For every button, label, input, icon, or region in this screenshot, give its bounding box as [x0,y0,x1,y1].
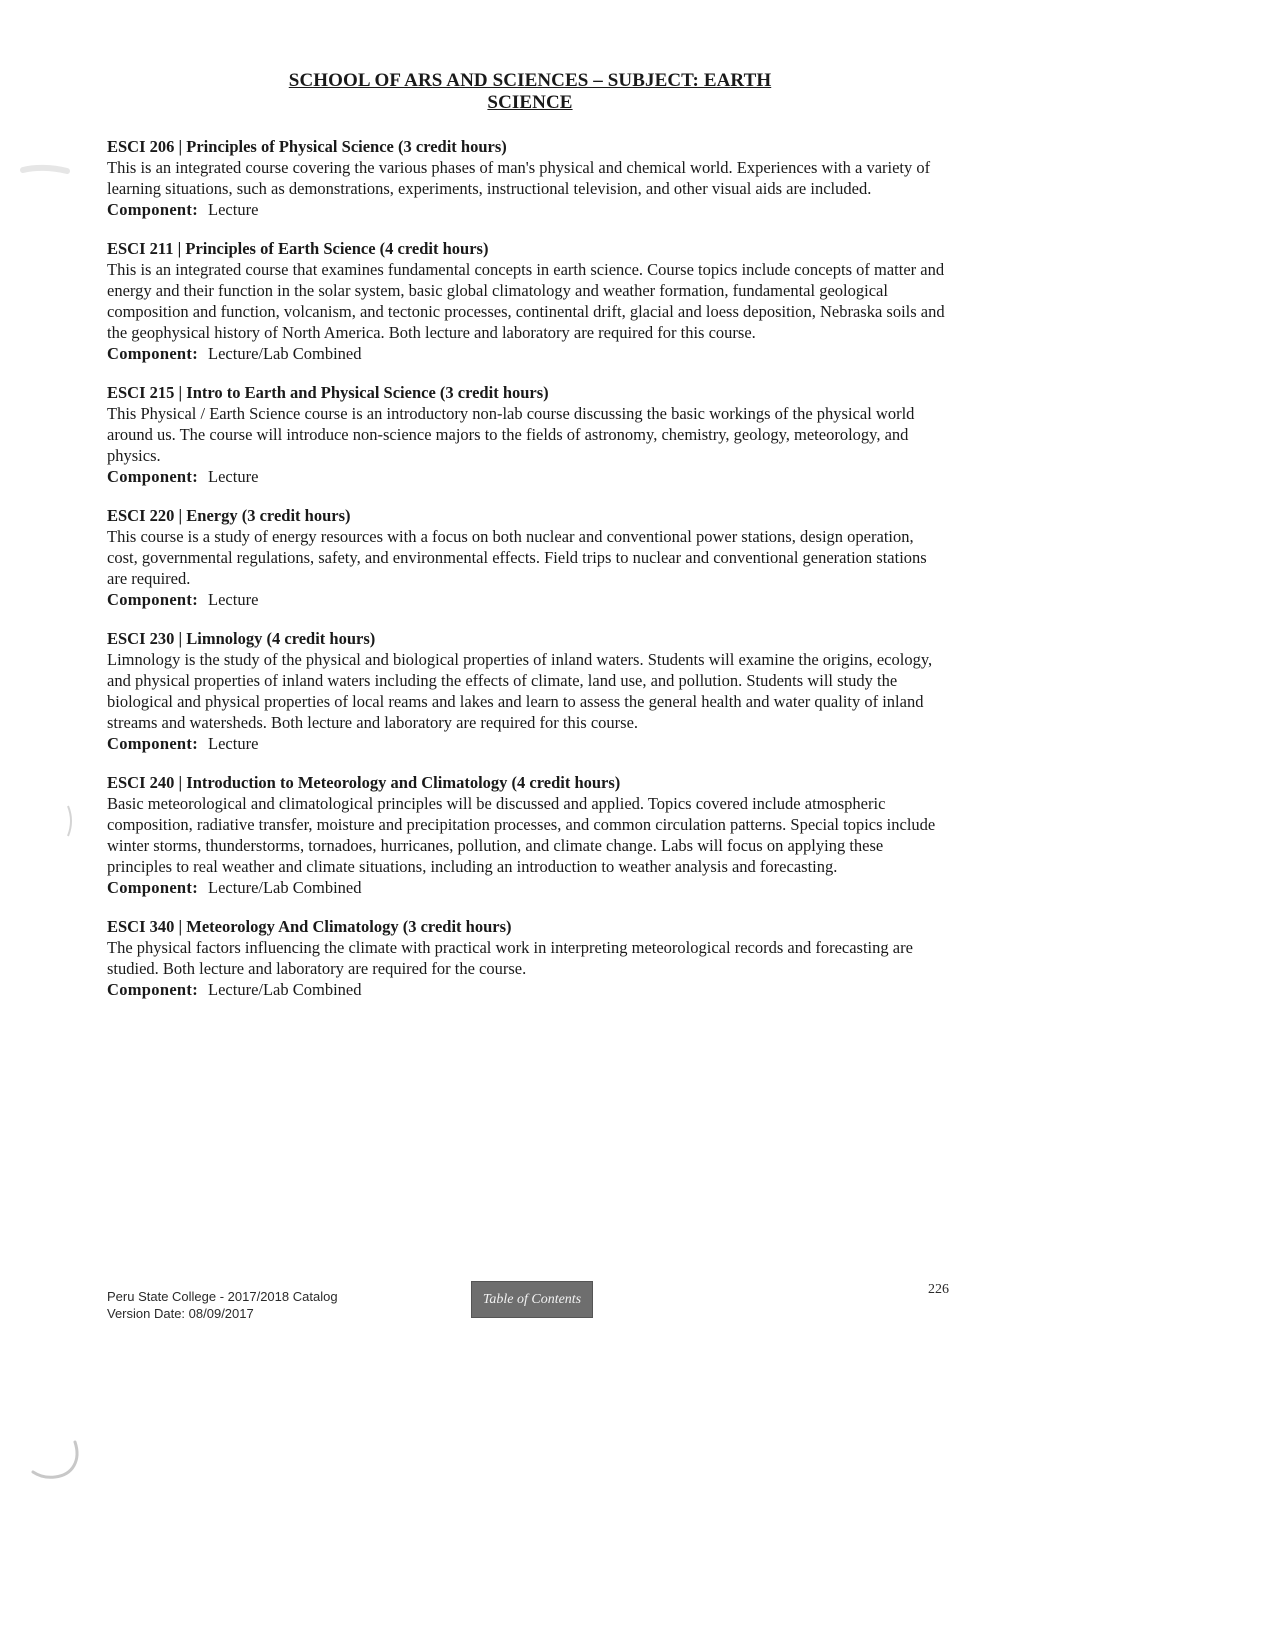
component-label: Component: [107,344,199,363]
course-title: ESCI 230 | Limnology (4 credit hours) [107,629,376,648]
course-entry [107,628,947,754]
component-value: Lecture/Lab Combined [208,878,362,897]
component-label: Component: [107,590,199,609]
table-of-contents-button[interactable]: Table of Contents [471,1281,593,1318]
component-label: Component: [107,200,199,219]
course-entry [107,136,947,220]
component-label: Component: [107,467,199,486]
page-number: 226 [928,1282,949,1297]
component-label: Component: [107,734,199,753]
component-value: Lecture/Lab Combined [208,980,362,999]
course-component [107,589,947,610]
component-value: Lecture [208,200,259,219]
course-description: This course is a study of energy resources with a focus on both nuclear and conventional power stations, design operation, cost, governmental regulations, safety, and environmental effects. Field trips to nuclear and conventional generation stations are required. [107,527,927,588]
course-component [107,877,947,898]
course-title: ESCI 211 | Principles of Earth Science (4 credit hours) [107,239,489,258]
component-value: Lecture [208,734,259,753]
course-list [107,136,947,1018]
course-component [107,733,947,754]
scan-artifact-mark [25,1430,85,1490]
footer-catalog-name: Peru State College - 2017/2018 Catalog [107,1289,338,1304]
course-entry [107,916,947,1000]
course-title: ESCI 340 | Meteorology And Climatology (3 credit hours) [107,917,512,936]
course-title: ESCI 240 | Introduction to Meteorology and Climatology (4 credit hours) [107,773,621,792]
course-entry [107,238,947,364]
component-value: Lecture [208,590,259,609]
course-description: This is an integrated course covering the various phases of man's physical and chemical world. Experiences with a variety of learning situations, such as demonstrations, experiments, instructional television, and other visual aids are included. [107,158,931,198]
component-value: Lecture/Lab Combined [208,344,362,363]
component-label: Component: [107,878,199,897]
course-entry [107,505,947,610]
course-description: Limnology is the study of the physical and biological properties of inland waters. Students will examine the origins, ecology, and physical properties of inland waters including the effects of climate, land use, and pollution. Students will study the biological and physical properties of local reams and lakes and learn to assess the general health and water quality of inland streams and watersheds. Both lecture and laboratory are required for this course. [107,650,933,732]
component-value: Lecture [208,467,259,486]
course-component [107,979,947,1000]
course-title: ESCI 220 | Energy (3 credit hours) [107,506,351,525]
footer-version-date: Version Date: 08/09/2017 [107,1306,254,1321]
course-component [107,466,947,487]
course-entry [107,772,947,898]
course-entry [107,382,947,487]
course-title: ESCI 206 | Principles of Physical Science (3 credit hours) [107,137,507,156]
course-description: Basic meteorological and climatological principles will be discussed and applied. Topics covered include atmospheric composition, radiative transfer, moisture and precipitation processes, and common circulation patterns. Special topics include winter storms, thunderstorms, tornadoes, hurricanes, pollution, and climate change. Labs will focus on applying these principles to real weather and climate situations, including an introduction to weather analysis and forecasting. [107,794,936,876]
course-component [107,343,947,364]
component-label: Component: [107,980,199,999]
course-description: This Physical / Earth Science course is an introductory non-lab course discussing the basic workings of the physical world around us. The course will introduce non-science majors to the fields of astronomy, chemistry, geology, meteorology, and physics. [107,404,915,465]
scan-artifact-mark [62,802,82,842]
course-title: ESCI 215 | Intro to Earth and Physical Science (3 credit hours) [107,383,549,402]
course-component [107,199,947,220]
course-description: This is an integrated course that examines fundamental concepts in earth science. Course topics include concepts of matter and energy and their function in the solar system, basic global climatology and weather formation, fundamental geological composition and function, volcanism, and tectonic processes, continental drift, glacial and loess deposition, Nebraska soils and the geophysical history of North America. Both lecture and laboratory are required for this course. [107,260,945,342]
footer-catalog-info [107,1288,338,1322]
scan-artifact-mark [15,150,75,190]
course-description: The physical factors influencing the climate with practical work in interpreting meteorological records and forecasting are studied. Both lecture and laboratory are required for the course. [107,938,913,978]
page-title: SCHOOL OF ARS AND SCIENCES – SUBJECT: EARTH SCIENCE [288,70,772,113]
